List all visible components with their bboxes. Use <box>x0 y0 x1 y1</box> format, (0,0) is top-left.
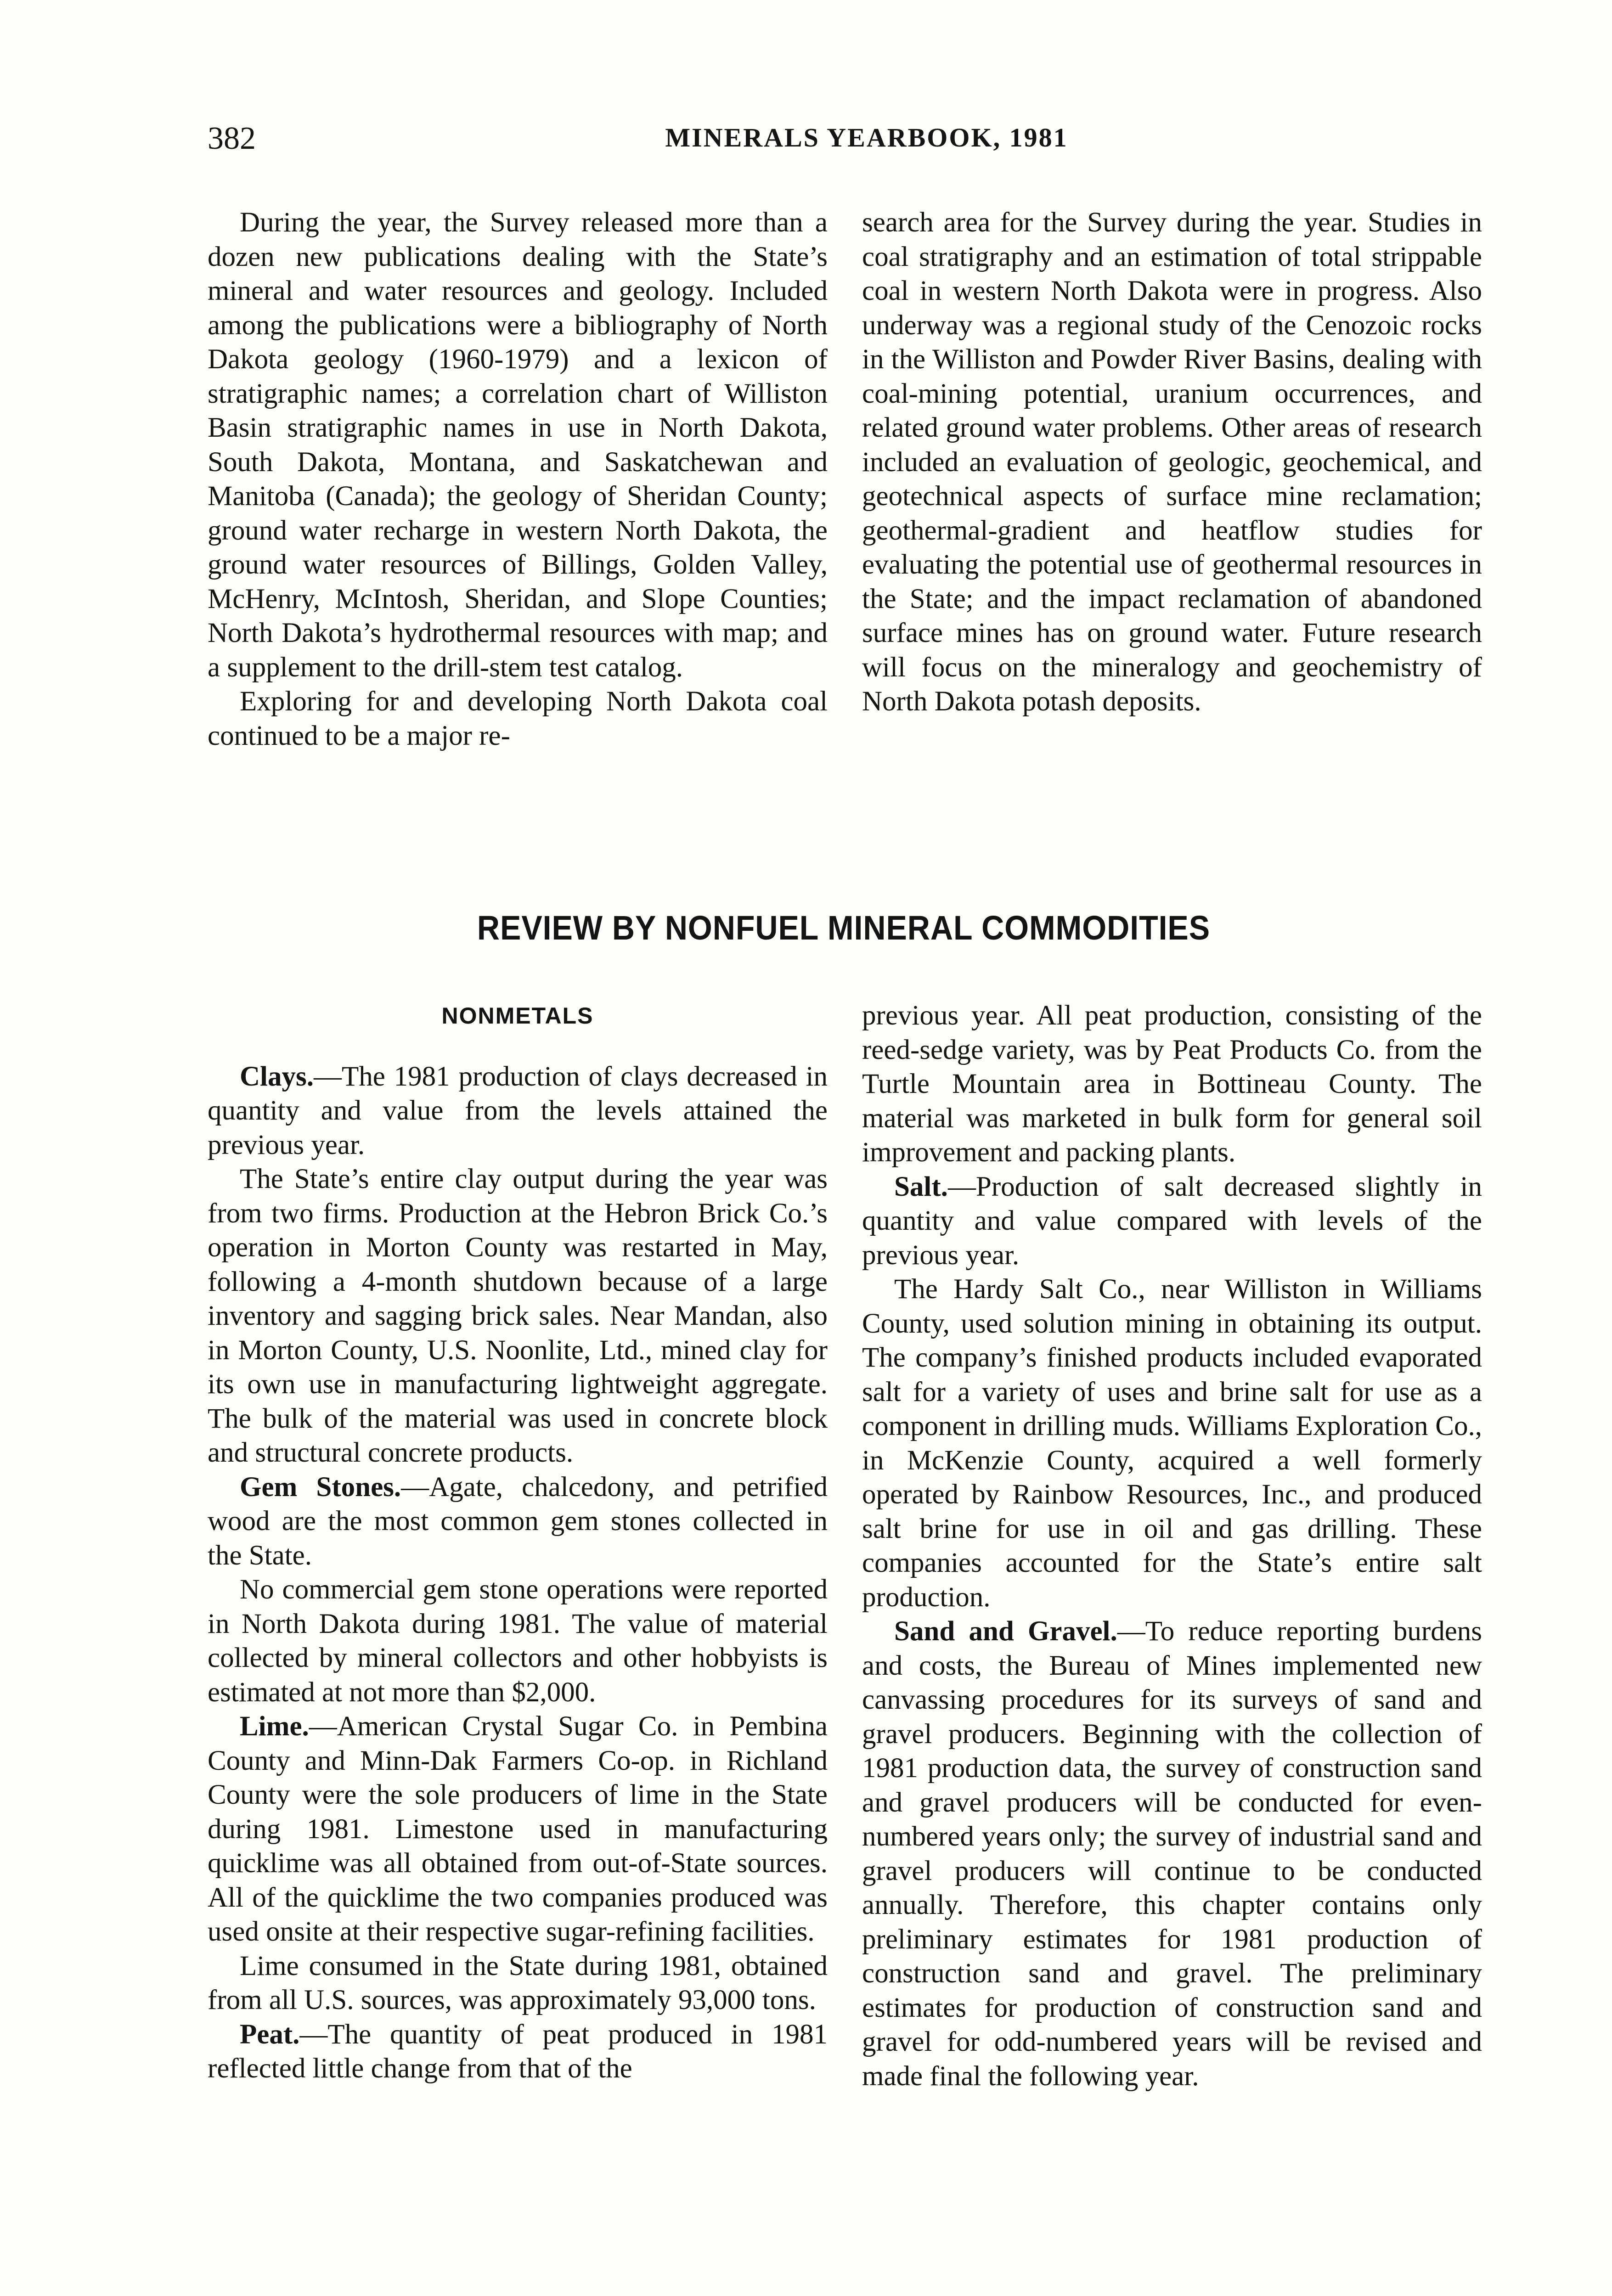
lime-paragraph <box>208 1710 828 1949</box>
peat-title: Peat. <box>240 2019 300 2050</box>
lime-paragraph-2: Lime consumed in the State during 1981, obtained from all U.S. sources, was approximately 93,000 tons. <box>208 1950 828 2015</box>
clays-paragraph <box>208 1060 828 1163</box>
gem-stones-paragraph-2: No commercial gem stone operations were reported in North Dakota during 1981. The value of material collected by mineral collectors and other hobbyists is estimated at not more than $2,000. <box>208 1574 828 1708</box>
intro-paragraph-2-start: Exploring for and developing North Dakota coal continued to be a major re- <box>208 686 828 751</box>
peat-paragraph <box>208 2018 828 2086</box>
gem-stones-paragraph <box>208 1470 828 1573</box>
gem-stones-text: —Agate, chalcedony, and petrified wood are the most common gem stones collected in the State. <box>208 1471 828 1571</box>
running-title: MINERALS YEARBOOK, 1981 <box>665 123 1068 152</box>
clays-title: Clays. <box>240 1061 314 1092</box>
clays-text: —The 1981 production of clays decreased in quantity and value from the levels attained the previous year. <box>208 1061 828 1160</box>
lime-text: —American Crystal Sugar Co. in Pembina County and Minn-Dak Farmers Co-op. in Richland County were the sole producers of lime in the State during 1981. Limestone used in manufacturing quicklime was all obtained from out-of-State sources. All of the quicklime the two companies produced was used onsite at their respective sugar-refining facilities. <box>208 1711 828 1947</box>
lime-title: Lime. <box>240 1711 309 1742</box>
sand-gravel-paragraph <box>862 1615 1482 2093</box>
intro-column-left <box>208 206 828 753</box>
page-number: 382 <box>208 121 256 156</box>
intro-paragraph-1: During the year, the Survey released more than a dozen new publications dealing with the State’s mineral and water resources and geology. Included among the publications were a bibliography of North Dakota geology (1960-1979) and a lexicon of stratigraphic names; a correlation chart of Williston Basin stratigraphic names in use in North Dakota, South Dakota, Montana, and Saskatchewan and Manitoba (Canada); the geology of Sheridan County; ground water recharge in western North Dakota, the ground water resources of Billings, Golden Valley, McHenry, McIntosh, Sheridan, and Slope Counties; North Dakota’s hydrothermal resources with map; and a supplement to the drill-stem test catalog. <box>208 207 828 683</box>
review-column-right <box>862 999 1482 2093</box>
section-heading: REVIEW BY NONFUEL MINERAL COMMODITIES <box>477 909 1211 947</box>
peat-text-start: —The quantity of peat produced in 1981 reflected little change from that of the <box>208 2019 828 2084</box>
clays-paragraph-2: The State’s entire clay output during the year was from two firms. Production at the Hebron Brick Co.’s operation in Morton County was restarted in May, following a 4-month shutdown because of a large inventory and sagging brick sales. Near Mandan, also in Morton County, U.S. Noonlite, Ltd., mined clay for its own use in manufacturing lightweight aggregate. The bulk of the material was used in concrete block and structural concrete products. <box>208 1164 828 1468</box>
intro-column-right <box>862 206 1482 719</box>
salt-title: Salt. <box>894 1171 948 1202</box>
sand-gravel-text: —To reduce reporting burdens and costs, the Bureau of Mines implemented new canvassing procedures for its surveys of sand and gravel producers. Beginning with the collection of 1981 production data, the survey of construction sand and gravel producers will be conducted for even-numbered years only; the survey of industrial sand and gravel producers will continue to be conducted annually. Therefore, this chapter contains only preliminary estimates for 1981 production of construction sand and gravel. The preliminary estimates for production of construction sand and gravel for odd-numbered years will be revised and made final the following year. <box>862 1616 1482 2092</box>
intro-paragraph-2-continued: search area for the Survey during the year. Studies in coal stratigraphy and an estimation of total strippable coal in western North Dakota were in progress. Also underway was a regional study of the Cenozoic rocks in the Williston and Powder River Basins, dealing with coal-mining potential, uranium occurrences, and related ground water problems. Other areas of research included an evaluation of geologic, geochemical, and geotechnical aspects of surface mine reclamation; geothermal-gradient and heatflow studies for evaluating the potential use of geothermal resources in the State; and the impact reclamation of abandoned surface mines has on ground water. Future research will focus on the mineralogy and geochemistry of North Dakota potash deposits. <box>862 207 1482 717</box>
sand-gravel-title: Sand and Gravel. <box>894 1616 1117 1647</box>
peat-paragraph-continued: previous year. All peat production, consisting of the reed-sedge variety, was by Peat Products Co. from the Turtle Mountain area in Bottineau County. The material was marketed in bulk form for general soil improvement and packing plants. <box>862 1000 1482 1168</box>
salt-text: —Production of salt decreased slightly in quantity and value compared with levels of the previous year. <box>862 1171 1482 1271</box>
salt-paragraph-2: The Hardy Salt Co., near Williston in Williams County, used solution mining in obtaining its output. The company’s finished products included evaporated salt for a variety of uses and brine salt for use as a component in drilling muds. Williams Exploration Co., in McKenzie County, acquired a well formerly operated by Rainbow Resources, Inc., and produced salt brine for use in oil and gas drilling. These companies accounted for the State’s entire salt production. <box>862 1274 1482 1613</box>
salt-paragraph <box>862 1170 1482 1273</box>
nonmetals-heading: NONMETALS <box>441 1003 594 1029</box>
page-header <box>208 120 1526 162</box>
gem-stones-title: Gem Stones. <box>240 1471 401 1503</box>
review-column-left <box>208 999 828 2086</box>
